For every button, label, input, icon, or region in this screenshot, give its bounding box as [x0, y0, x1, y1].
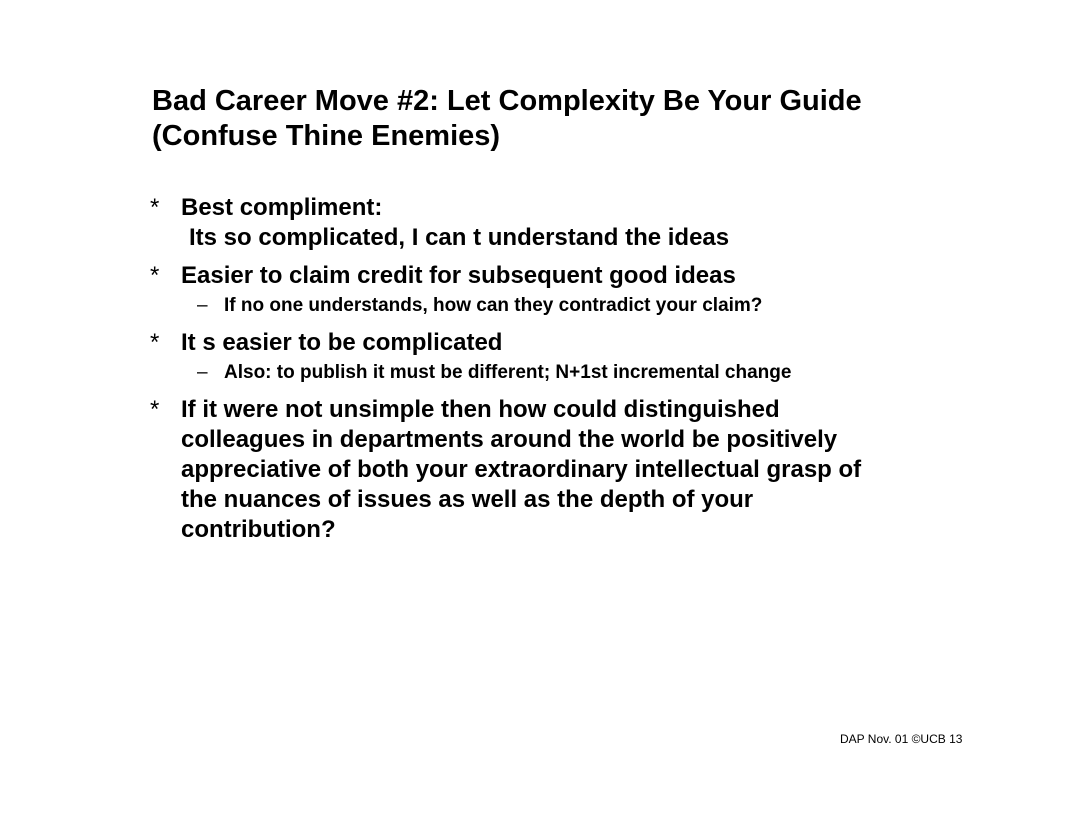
sub-bullet-text: If no one understands, how can they contradict your claim?	[224, 295, 763, 316]
sub-bullet	[150, 359, 1050, 387]
sub-bullet-marker: –	[197, 295, 208, 316]
bullet-line: Best compliment:	[181, 194, 383, 221]
title-line-1: Bad Career Move #2: Let Complexity Be Your Guide	[152, 85, 862, 117]
bullet-marker: *	[150, 396, 160, 423]
bullet-marker: *	[150, 194, 160, 221]
bullet-line: the nuances of issues as well as the depth of your	[181, 486, 754, 513]
sub-bullet-marker: –	[197, 362, 208, 383]
bullet-list	[150, 193, 1050, 553]
bullet-line: contribution?	[181, 516, 336, 543]
bullet-line: It s easier to be complicated	[181, 329, 503, 356]
bullet-marker: *	[150, 262, 160, 289]
bullet-item-1	[150, 193, 1050, 253]
bullet-line: Easier to claim credit for subsequent good ideas	[181, 262, 736, 289]
bullet-item-4	[150, 395, 1050, 545]
title-line-2: (Confuse Thine Enemies)	[152, 120, 501, 152]
bullet-line: appreciative of both your extraordinary intellectual grasp of	[181, 456, 862, 483]
sub-bullet	[150, 292, 1050, 320]
bullet-marker: *	[150, 329, 160, 356]
bullet-line: If it were not unsimple then how could distinguished	[181, 396, 780, 423]
bullet-item-3	[150, 328, 1050, 387]
bullet-item-2	[150, 261, 1050, 320]
bullet-line: Its so complicated, I can t understand the ideas	[189, 224, 730, 251]
slide-title	[152, 84, 1032, 154]
sub-bullet-text: Also: to publish it must be different; N+1st incremental change	[224, 362, 792, 383]
bullet-line: colleagues in departments around the world be positively	[181, 426, 838, 453]
slide-footer: DAP Nov. 01 ©UCB 13	[840, 732, 963, 746]
